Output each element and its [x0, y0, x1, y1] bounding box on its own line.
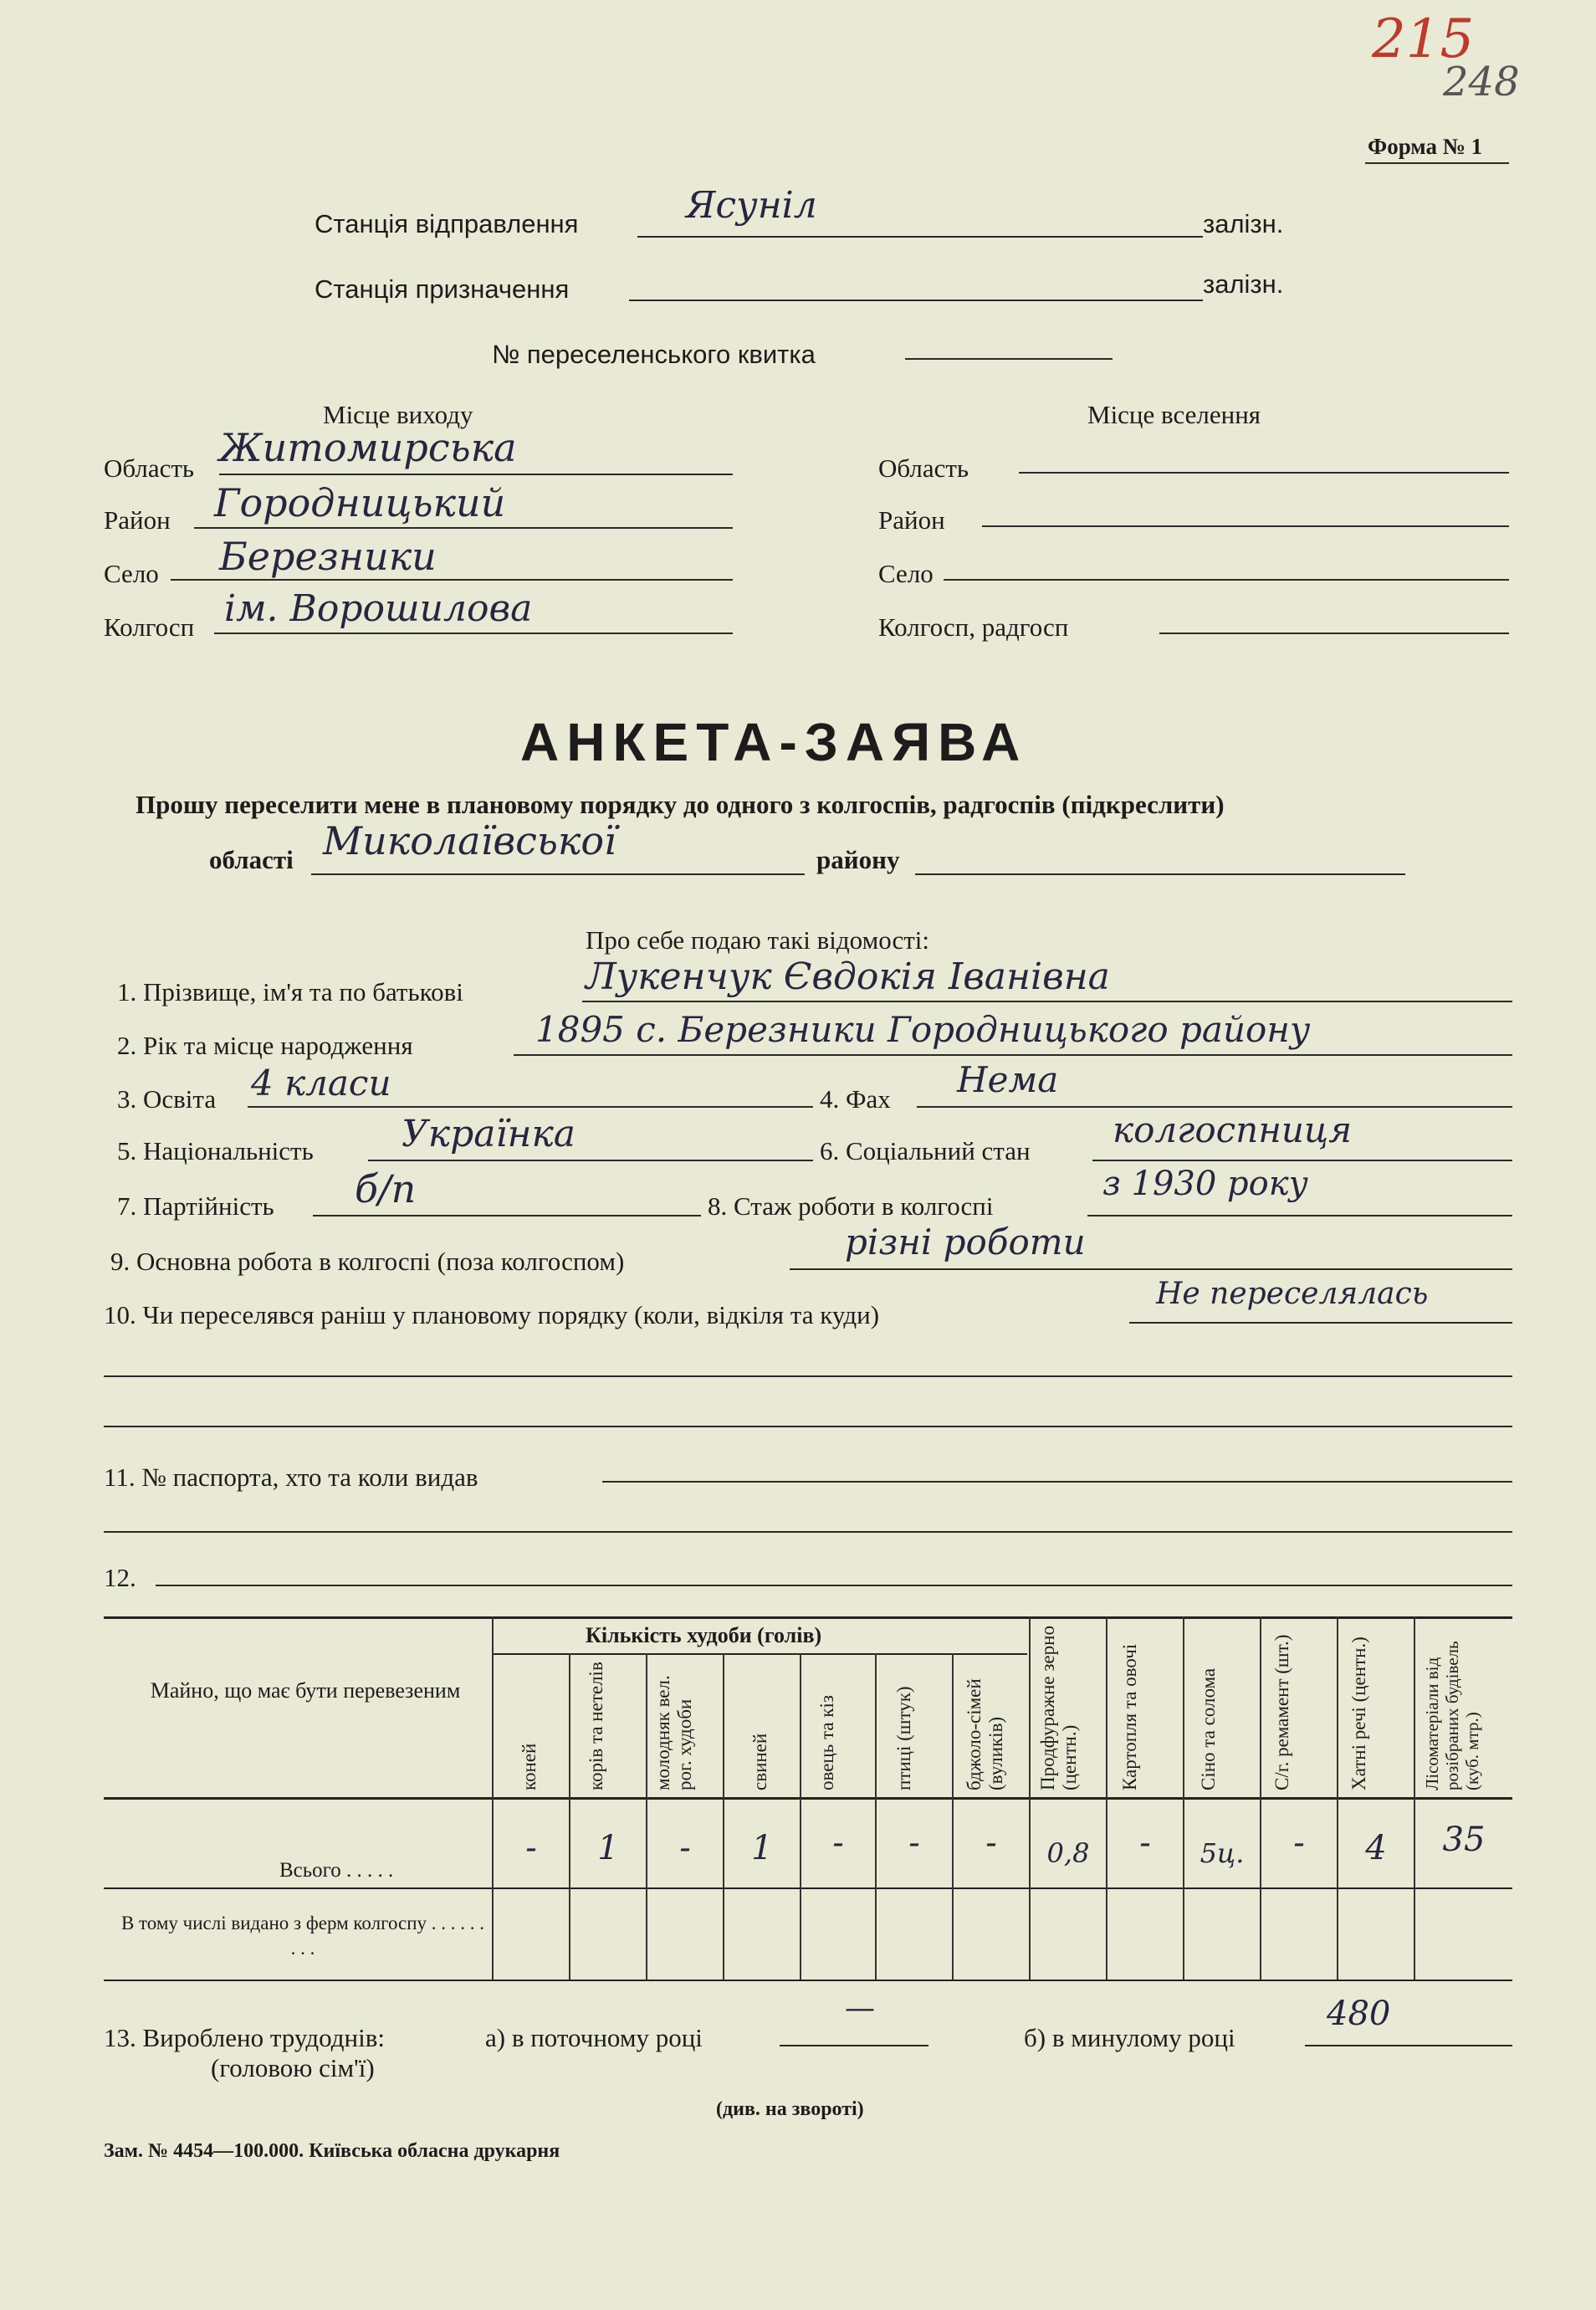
field-11-label: 11. № паспорта, хто та коли видав: [104, 1462, 478, 1492]
field-7-value: б/п: [355, 1166, 417, 1211]
workdays-sub-label: (головою сім'ї): [211, 2053, 375, 2082]
dest-kolhosp-line: [1159, 633, 1509, 634]
col-header-inventory: С/г. ремамент (шт.): [1271, 1634, 1292, 1790]
table-top-rule: [104, 1616, 1512, 1619]
col-header-sheep: овець та кіз: [816, 1695, 837, 1790]
table-livestock-header: Кількість худоби (голів): [586, 1623, 822, 1647]
origin-raion-label: Район: [104, 505, 171, 535]
table-total-rule: [104, 1887, 1512, 1889]
field-8-line: [1087, 1215, 1512, 1216]
field-2-value: 1895 с. Березники Городницького району: [535, 1009, 1311, 1050]
dest-selo-line: [944, 579, 1509, 581]
origin-heading: Місце виходу: [323, 400, 473, 429]
col-divider: [646, 1653, 647, 1980]
origin-selo-label: Село: [104, 559, 159, 588]
departure-station-label: Станція відправлення: [315, 209, 579, 238]
departure-station-line: [637, 236, 1203, 238]
request-oblast-line: [311, 873, 805, 875]
workdays-label: 13. Вироблено трудоднів:: [104, 2023, 386, 2052]
dest-kolhosp-label: Колгосп, радгосп: [878, 612, 1069, 642]
col-header-pigs: свиней: [749, 1733, 770, 1790]
departure-suffix: залізн.: [1203, 209, 1284, 238]
request-raion-label: району: [816, 845, 900, 874]
field-5-value: Українка: [402, 1113, 576, 1155]
field-4-line: [917, 1106, 1512, 1108]
origin-selo-value: Березники: [219, 534, 437, 579]
workdays-current-value: —: [845, 1991, 875, 2026]
field-10-label: 10. Чи переселявся раніш у плановому порядку (коли, відкіля та куди): [104, 1300, 880, 1329]
workdays-current-label: а) в поточному році: [485, 2023, 703, 2052]
field-1-value: Лукенчук Євдокія Іванівна: [586, 955, 1110, 998]
field-12-line: [156, 1585, 1512, 1586]
origin-selo-line: [171, 579, 733, 581]
field-8-value: з 1930 року: [1102, 1165, 1308, 1203]
col-divider: [723, 1653, 724, 1980]
table-bottom-rule: [104, 1980, 1512, 1981]
col-divider: [1029, 1616, 1031, 1980]
field-3-label: 3. Освіта: [117, 1084, 217, 1114]
total-inventory: -: [1293, 1824, 1305, 1862]
origin-oblast-value: Житомирська: [219, 425, 517, 470]
request-oblast-value: Миколаївської: [323, 818, 616, 863]
total-young-cattle: -: [679, 1829, 691, 1867]
row-farm-label: В тому числі видано з ферм колгоспу . . . . . . . . .: [120, 1913, 485, 1959]
field-2-label: 2. Рік та місце народження: [117, 1031, 413, 1060]
archive-mark-red: 215: [1372, 8, 1475, 70]
ticket-number-line: [905, 358, 1113, 360]
field-7-label: 7. Партійність: [117, 1191, 274, 1221]
total-grain: 0,8: [1046, 1837, 1090, 1869]
origin-kolhosp-value: ім. Ворошилова: [224, 587, 533, 630]
field-4-value: Нема: [957, 1059, 1059, 1100]
col-divider: [952, 1653, 954, 1980]
about-heading: Про себе подаю такі відомості:: [586, 925, 930, 955]
request-oblast-label: області: [209, 845, 294, 874]
field-3-value: 4 класи: [251, 1063, 391, 1104]
field-11-line: [602, 1481, 1512, 1483]
table-property-header: Майно, що має бути перевезеним: [150, 1678, 461, 1703]
table-livestock-rule: [494, 1653, 1027, 1655]
total-hay: 5ц.: [1200, 1837, 1245, 1869]
col-divider: [875, 1653, 877, 1980]
request-raion-line: [915, 873, 1405, 875]
total-poultry: -: [908, 1824, 920, 1862]
destination-station-label: Станція призначення: [315, 274, 570, 304]
field-8-label: 8. Стаж роботи в колгоспі: [708, 1191, 994, 1221]
col-divider: [1183, 1616, 1184, 1980]
origin-raion-line: [194, 527, 733, 529]
field-9-line: [790, 1268, 1512, 1270]
col-divider: [1106, 1616, 1107, 1980]
ticket-number-label: № переселенського квитка: [492, 340, 816, 369]
field-10-line: [1129, 1322, 1512, 1324]
col-header-hay: Сіно та солома: [1198, 1667, 1219, 1790]
workdays-previous-line: [1305, 2045, 1512, 2046]
field-12-label: 12.: [104, 1563, 136, 1592]
field-6-label: 6. Соціальний стан: [820, 1136, 1031, 1165]
request-text: Прошу переселити мене в плановому порядку до одного з колгоспів, радгоспів (підкреслити): [136, 790, 1225, 819]
col-divider: [1337, 1616, 1338, 1980]
field-5-line: [368, 1160, 813, 1161]
col-header-household: Хатні речі (центн.): [1348, 1636, 1369, 1790]
field-1-label: 1. Прізвище, ім'я та по батькові: [117, 977, 463, 1006]
total-cows: 1: [597, 1829, 619, 1867]
col-header-poultry: птиці (штук): [893, 1686, 914, 1790]
printer-line: Зам. № 4454—100.000. Київська обласна друкарня: [104, 2140, 560, 2162]
total-horses: -: [525, 1829, 537, 1867]
origin-kolhosp-line: [214, 633, 733, 634]
destination-station-line: [629, 300, 1203, 301]
workdays-current-line: [780, 2045, 928, 2046]
archive-mark-pencil: 248: [1443, 59, 1520, 105]
table-header-rule: [104, 1797, 1512, 1800]
field-11-line-2: [104, 1531, 1512, 1533]
total-timber: 35: [1442, 1821, 1486, 1859]
origin-oblast-label: Область: [104, 453, 195, 483]
dest-raion-line: [982, 525, 1509, 527]
origin-oblast-line: [219, 474, 733, 475]
turn-over-note: (див. на звороті): [716, 2098, 864, 2120]
destination-heading: Місце вселення: [1087, 400, 1261, 429]
departure-station-value: Ясуніл: [686, 184, 817, 227]
col-header-timber: Лісоматеріали від розібраних будівель (куб. мтр.): [1422, 1641, 1482, 1790]
col-header-grain: Продфуражне зерно (центн.): [1037, 1626, 1080, 1790]
total-household: 4: [1365, 1829, 1387, 1867]
total-pigs: 1: [751, 1829, 773, 1867]
col-header-potatoes: Картопля та овочі: [1119, 1643, 1140, 1790]
workdays-previous-label: б) в минулому році: [1024, 2023, 1235, 2052]
total-potatoes: -: [1139, 1824, 1151, 1862]
form-number-underline: [1365, 162, 1509, 164]
field-4-label: 4. Фах: [820, 1084, 891, 1114]
total-sheep: -: [832, 1824, 844, 1862]
field-10-line-3: [104, 1426, 1512, 1427]
col-header-cows: корів та нетелів: [586, 1662, 606, 1790]
dest-oblast-label: Область: [878, 453, 969, 483]
field-10-line-2: [104, 1375, 1512, 1377]
origin-kolhosp-label: Колгосп: [104, 612, 195, 642]
col-header-bees: бджоло-сімей (вуликів): [964, 1678, 1006, 1790]
field-9-value: різні роботи: [845, 1222, 1086, 1263]
col-header-horses: коней: [519, 1743, 540, 1790]
row-total-label: Всього . . . . .: [279, 1859, 394, 1882]
col-header-young-cattle: молодняк вел. рог. худоби: [652, 1675, 695, 1790]
dest-selo-label: Село: [878, 559, 934, 588]
field-1-line: [582, 1001, 1512, 1002]
col-divider: [569, 1653, 570, 1980]
field-7-line: [313, 1215, 701, 1216]
total-bees: -: [985, 1824, 997, 1862]
col-divider: [1414, 1616, 1415, 1980]
field-6-line: [1092, 1160, 1512, 1161]
workdays-previous-value: 480: [1327, 1995, 1391, 2033]
field-5-label: 5. Національність: [117, 1136, 314, 1165]
origin-raion-value: Городницький: [214, 480, 506, 525]
page-title: АНКЕТА-ЗАЯВА: [520, 712, 1028, 772]
field-10-value: Не переселялась: [1156, 1277, 1429, 1311]
field-6-value: колгоспниця: [1113, 1109, 1353, 1150]
field-2-line: [514, 1054, 1512, 1056]
col-divider: [800, 1653, 801, 1980]
dest-raion-label: Район: [878, 505, 945, 535]
destination-suffix: залізн.: [1203, 269, 1284, 299]
col-divider: [492, 1616, 494, 1980]
col-divider: [1260, 1616, 1261, 1980]
field-9-label: 9. Основна робота в колгоспі (поза колгоспом): [110, 1247, 625, 1276]
field-3-line: [248, 1106, 813, 1108]
form-number: Форма № 1: [1368, 134, 1483, 159]
dest-oblast-line: [1019, 472, 1509, 474]
